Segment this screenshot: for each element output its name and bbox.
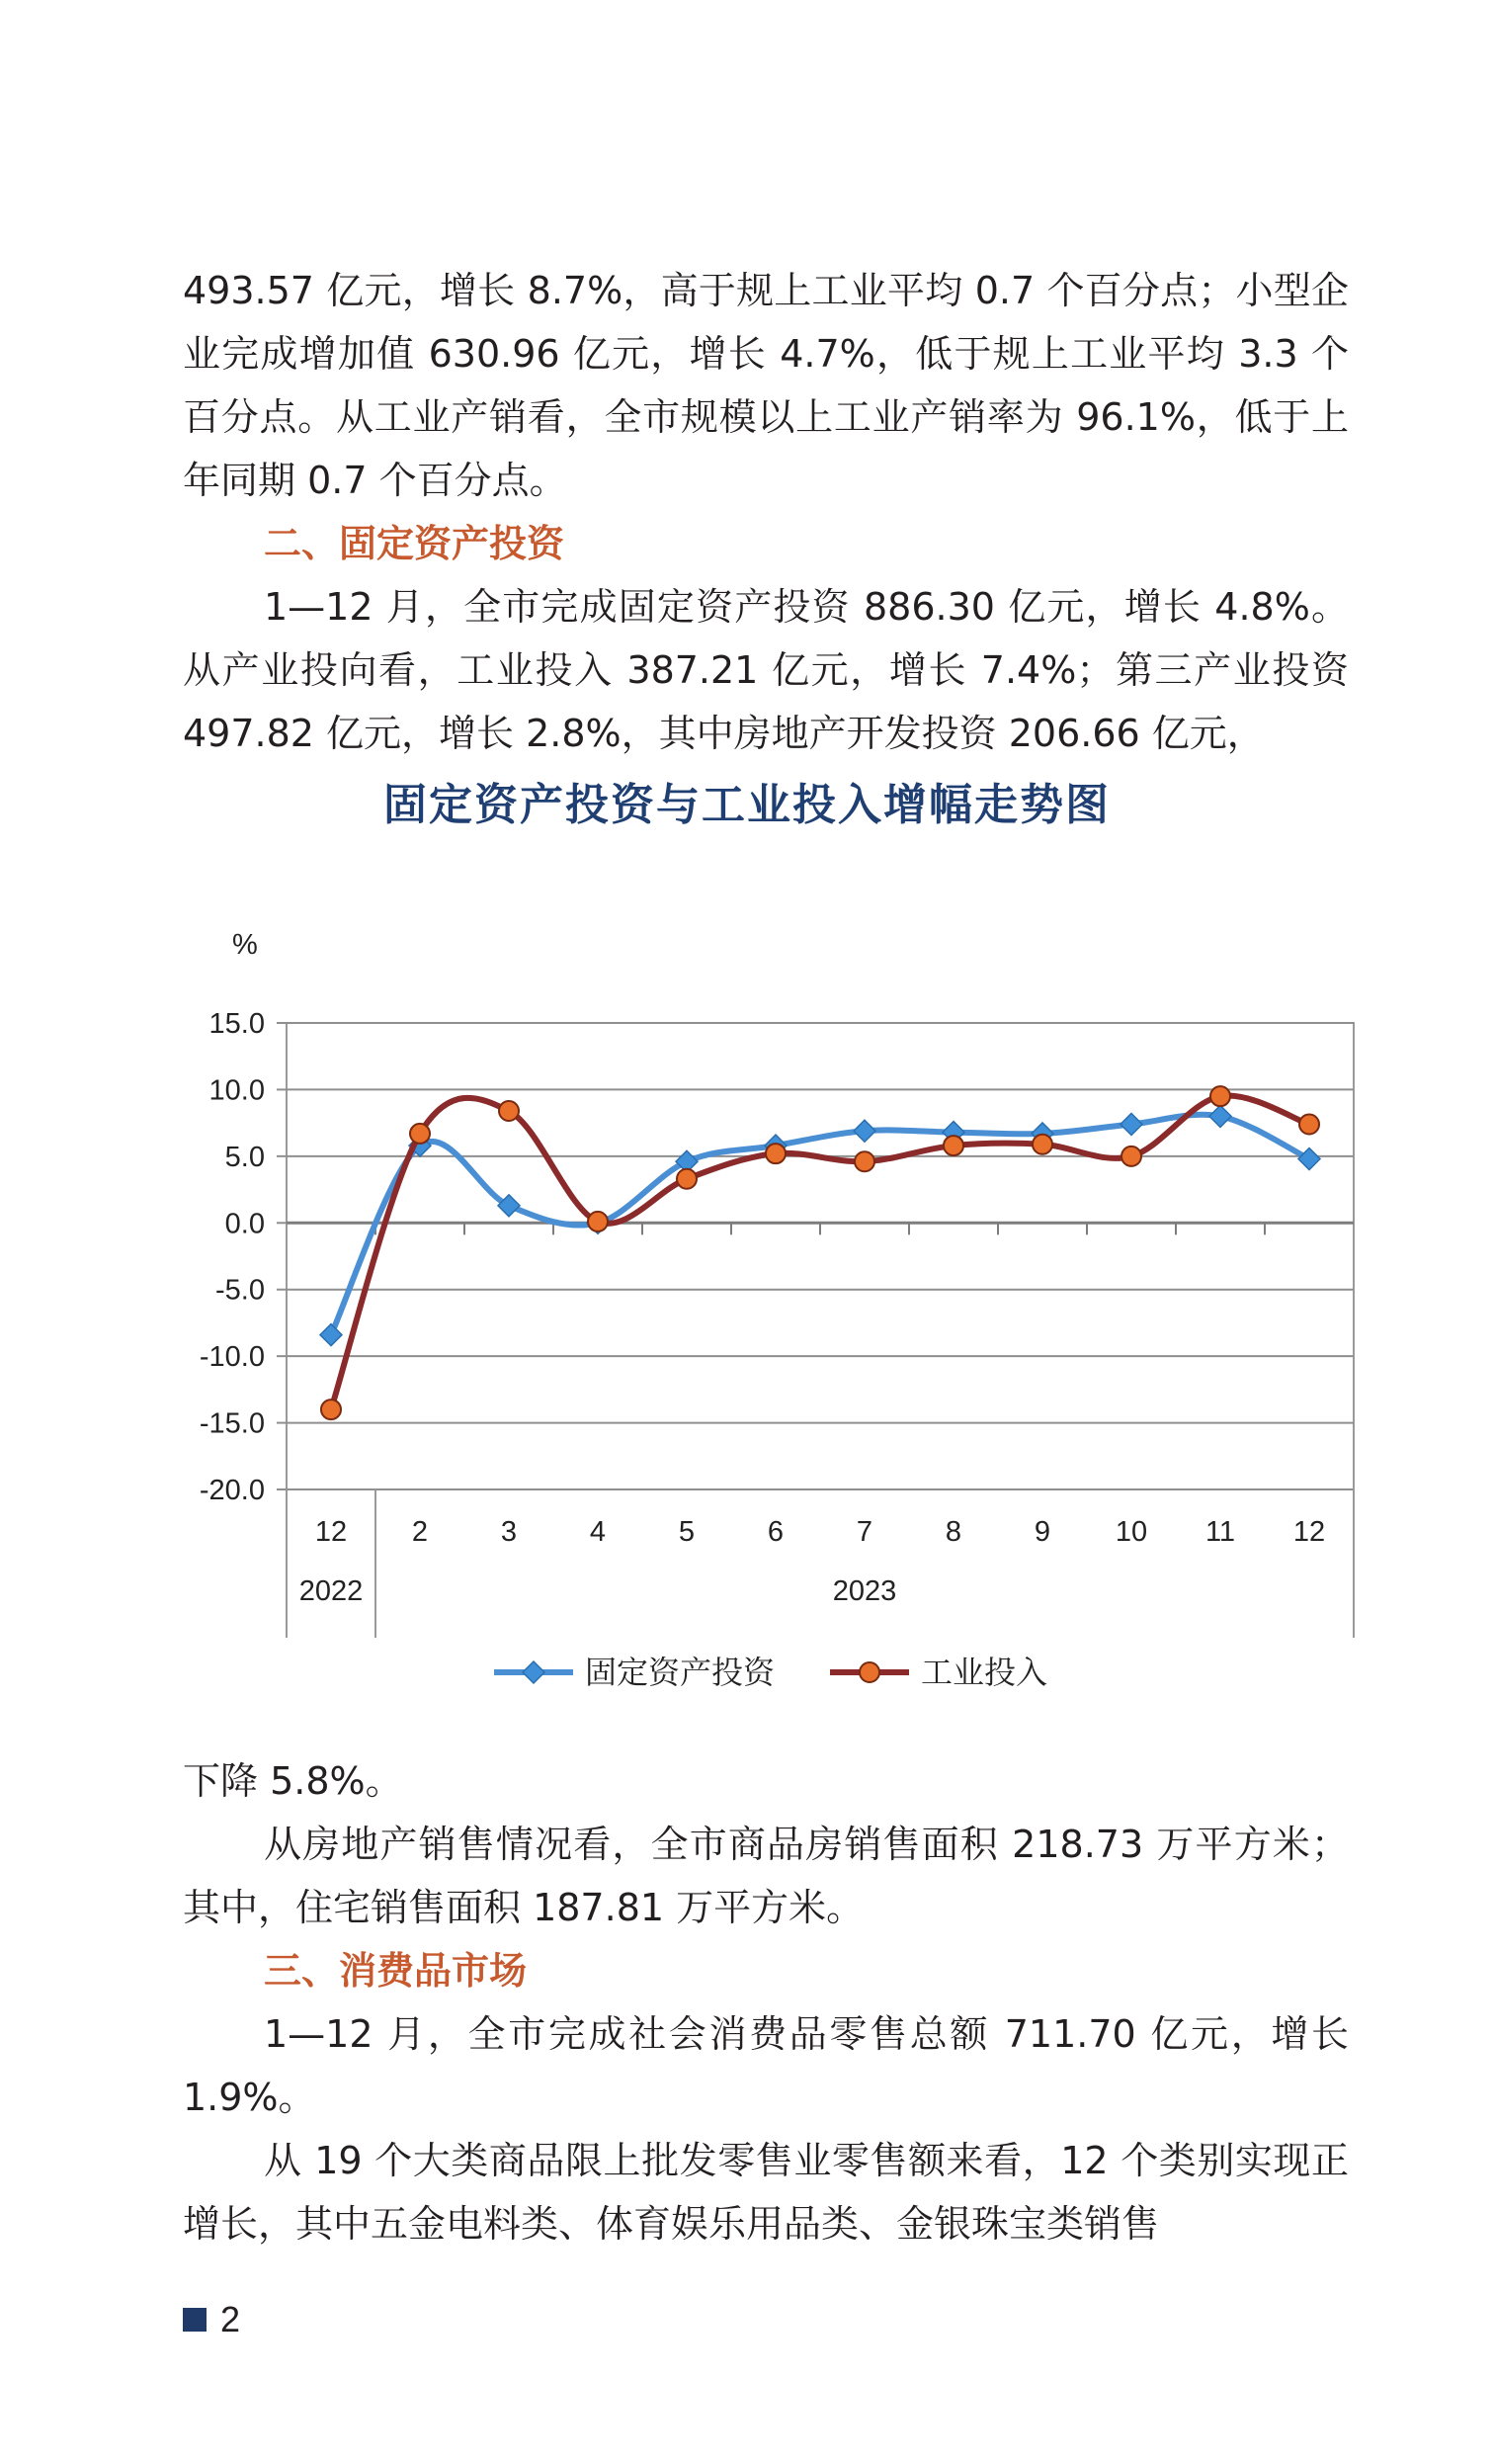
- data-point-circle: [410, 1124, 430, 1144]
- y-axis-unit-label: %: [232, 929, 258, 961]
- x-category-label: 10: [1115, 1516, 1148, 1548]
- x-year-label: 2023: [832, 1575, 897, 1607]
- x-category-label: 12: [1292, 1516, 1326, 1548]
- paragraph-retail-sales: 1—12 月，全市完成社会消费品零售总额 711.70 亿元，增长 1.9%。: [183, 2012, 1349, 2119]
- x-category-label: 11: [1204, 1516, 1236, 1548]
- data-point-diamond: [1209, 1105, 1231, 1127]
- data-point-diamond: [1120, 1113, 1142, 1135]
- data-point-circle: [855, 1151, 874, 1171]
- data-point-diamond: [320, 1324, 342, 1346]
- data-point-diamond: [1298, 1148, 1320, 1170]
- legend-label: 工业投入: [921, 1654, 1048, 1691]
- data-point-circle: [588, 1212, 608, 1232]
- x-category-label: 8: [945, 1516, 962, 1548]
- x-category-label: 3: [500, 1516, 518, 1548]
- y-tick-label: 15.0: [208, 1008, 265, 1040]
- data-point-circle: [1210, 1086, 1230, 1106]
- paragraph-real-estate-sales: 从房地产销售情况看，全市商品房销售面积 218.73 万平方米；其中，住宅销售面积 187.81 万平方米。: [183, 1823, 1349, 1929]
- section-heading-fixed-investment: 二、固定资产投资: [264, 522, 565, 565]
- x-category-label: 5: [678, 1516, 696, 1548]
- x-category-label: 6: [767, 1516, 785, 1548]
- y-tick-label: -10.0: [199, 1341, 265, 1374]
- y-tick-label: 5.0: [224, 1141, 265, 1173]
- paragraph-decline: 下降 5.8%。: [183, 1759, 403, 1803]
- x-category-label: 7: [856, 1516, 873, 1548]
- legend-label: 固定资产投资: [585, 1654, 776, 1691]
- x-category-label: 9: [1034, 1516, 1051, 1548]
- data-point-circle: [1299, 1114, 1319, 1134]
- series-line: [331, 1096, 1309, 1410]
- y-tick-label: 10.0: [208, 1074, 265, 1107]
- legend-marker-diamond: [523, 1661, 544, 1683]
- paragraph-fixed-investment: 1—12 月，全市完成固定资产投资 886.30 亿元，增长 4.8%。从产业投向看，工业投入 387.21 亿元，增长 7.4%；第三产业投资 497.82 亿元，增长 2.8%，其中房地产开发投资 206.66 亿元，: [183, 585, 1349, 755]
- paragraph-industry: 493.57 亿元，增长 8.7%，高于规上工业平均 0.7 个百分点；小型企业完成增加值 630.96 亿元，增长 4.7%，低于规上工业平均 3.3 个百分点。从工业产销看，全市规模以上工业产销率为 96.1%，低于上年同期 0.7 个百分点。: [183, 269, 1349, 502]
- chart-title: 固定资产投资与工业投入增幅走势图: [383, 780, 1111, 830]
- x-category-label: 2: [411, 1516, 429, 1548]
- legend-marker-circle: [860, 1662, 879, 1682]
- data-point-circle: [499, 1101, 519, 1121]
- y-tick-label: -20.0: [199, 1475, 265, 1506]
- page-footer: [183, 2299, 240, 2340]
- data-point-circle: [944, 1136, 963, 1155]
- data-point-circle: [1033, 1135, 1052, 1154]
- data-point-circle: [1121, 1147, 1141, 1166]
- section-heading-consumer-market: 三、消费品市场: [264, 1949, 528, 1993]
- data-point-diamond: [854, 1120, 875, 1142]
- data-point-circle: [677, 1169, 697, 1189]
- investment-trend-chart: [148, 909, 1364, 1720]
- page-number: 2: [220, 2299, 241, 2339]
- y-tick-label: -15.0: [199, 1407, 265, 1440]
- data-point-circle: [321, 1400, 341, 1419]
- y-tick-label: -5.0: [215, 1274, 265, 1307]
- plot-area-border: [287, 1023, 1354, 1489]
- y-tick-label: 0.0: [224, 1208, 265, 1240]
- paragraph-retail-categories: 从 19 个大类商品限上批发零售业零售额来看，12 个类别实现正增长，其中五金电料类、体育娱乐用品类、金银珠宝类销售: [183, 2139, 1349, 2246]
- x-category-label: 4: [589, 1516, 607, 1548]
- data-point-circle: [766, 1144, 786, 1163]
- x-category-label: 12: [314, 1516, 348, 1548]
- page-marker-icon: [183, 2308, 207, 2332]
- x-year-label: 2022: [298, 1575, 364, 1607]
